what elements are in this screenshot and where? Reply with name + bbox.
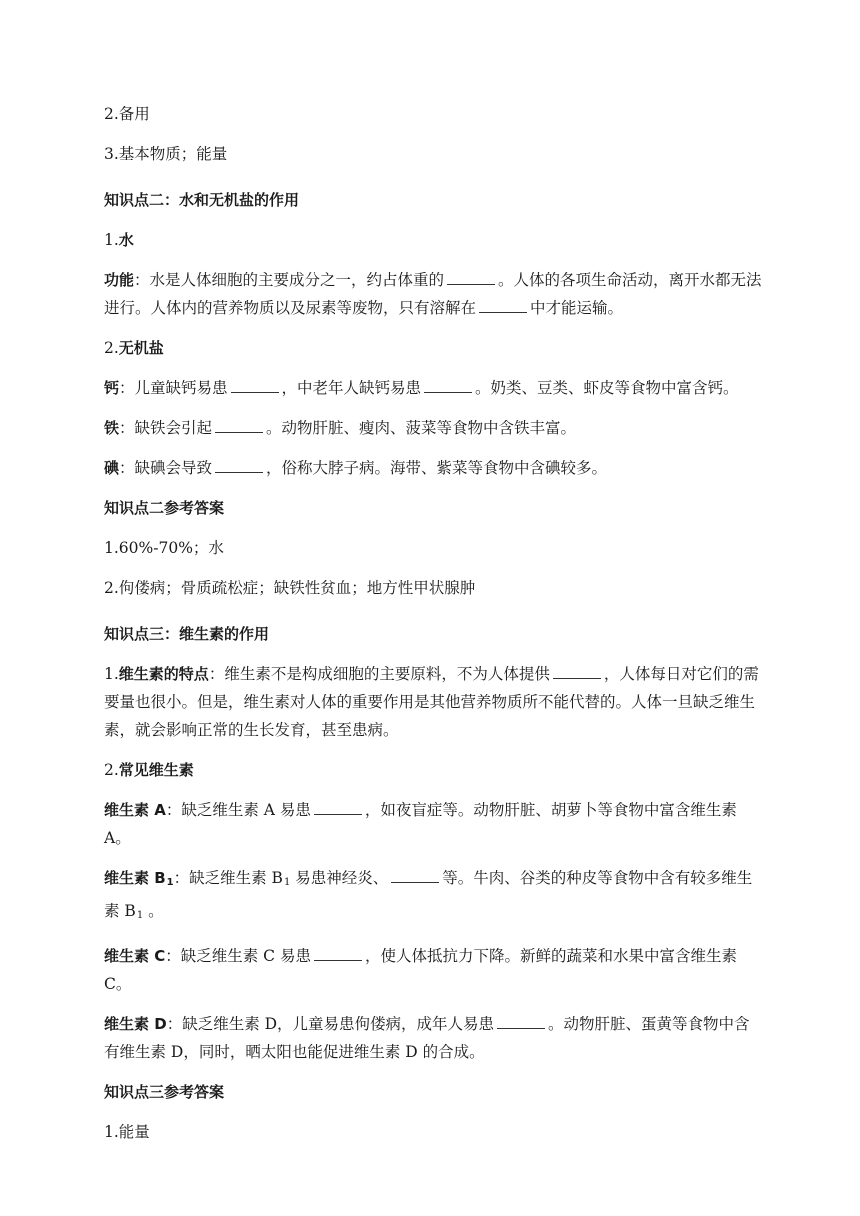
vitamin-features-paragraph: 1.维生素的特点：维生素不是构成细胞的主要原料，不为人体提供 ，人体每日对它们的需要量也很小。但是，维生素对人体的重要作用是其他营养物质所不能代替的。人体一旦缺乏维生素，就会影响正常的生长发育，甚至患病。 [104, 665, 759, 739]
vitamin-b1-paragraph: 维生素 $B_1$：缺乏维生素 $B_1$ 易患神经炎、 等。牛肉、谷类的种皮等食物中含有较多维生素 $B_1$ 。 [104, 869, 753, 921]
answer-k3-1: 1.能量 [104, 1123, 150, 1141]
fill-blank [479, 298, 527, 313]
answer-line-2: 2.备用 [104, 105, 150, 123]
vitamin-c-paragraph: 维生素 C：缺乏维生素 C 易患 ，使人体抵抗力下降。新鲜的蔬菜和水果中富含维生素 C。 [104, 947, 737, 993]
fill-blank [424, 378, 472, 393]
fill-blank [497, 1014, 545, 1029]
fill-blank [231, 378, 279, 393]
fill-blank [553, 664, 601, 679]
answer-k2-1: 1.60%-70%；水 [104, 539, 224, 557]
iron-paragraph: 铁：缺铁会引起 。动物肝脏、瘦肉、菠菜等食物中含铁丰富。 [104, 419, 577, 437]
fill-blank [447, 270, 495, 285]
vitamin-a-paragraph: 维生素 A：缺乏维生素 A 易患 ，如夜盲症等。动物肝脏、胡萝卜等食物中富含维生素 A。 [104, 801, 737, 847]
common-vitamins-title: 2.常见维生素 [104, 761, 194, 779]
answer-line-3: 3.基本物质；能量 [104, 145, 228, 163]
fill-blank [314, 946, 362, 961]
iodine-paragraph: 碘：缺碘会导致 ，俗称大脖子病。海带、紫菜等食物中含碘较多。 [104, 459, 608, 477]
water-function-paragraph: 功能：水是人体细胞的主要成分之一，约占体重的 。人体的各项生命活动，离开水都无法进行。人体内的营养物质以及尿素等废物，只有溶解在 中才能运输。 [104, 271, 762, 317]
fill-blank [314, 800, 362, 815]
answer-heading-k2: 知识点二参考答案 [104, 499, 225, 517]
water-title: 1.水 [104, 231, 134, 249]
vitamin-d-paragraph: 维生素 D：缺乏维生素 D，儿童易患佝偻病，成年人易患 。动物肝脏、蛋黄等食物中含有维生素 D，同时，晒太阳也能促进维生素 D 的合成。 [104, 1015, 750, 1061]
document-page [104, 100, 764, 1158]
answer-heading-k3: 知识点三参考答案 [104, 1083, 225, 1101]
fill-blank [215, 418, 263, 433]
salt-title: 2.无机盐 [104, 339, 164, 357]
section-heading-k3: 知识点三：维生素的作用 [104, 625, 270, 643]
answer-k2-2: 2.佝偻病；骨质疏松症；缺铁性贫血；地方性甲状腺肿 [104, 579, 476, 597]
fill-blank [215, 458, 263, 473]
calcium-paragraph: 钙：儿童缺钙易患 ，中老年人缺钙易患 。奶类、豆类、虾皮等食物中富含钙。 [104, 379, 739, 397]
fill-blank [391, 868, 439, 883]
section-heading-k2: 知识点二：水和无机盐的作用 [104, 191, 300, 209]
